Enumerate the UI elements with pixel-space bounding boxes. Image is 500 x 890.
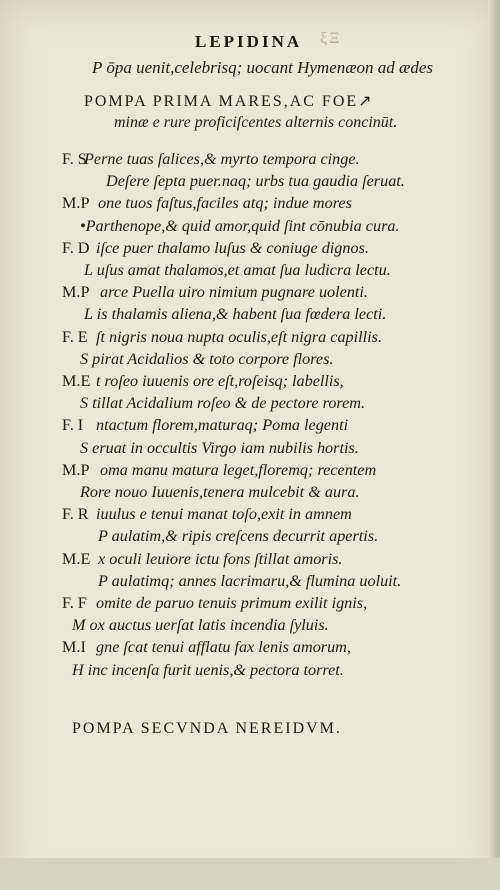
verse-text: arce Puella uiro nimium pugnare uolenti. — [100, 283, 368, 302]
verse-text: L is thalamis aliena,& habent ſua fœdera lecti. — [84, 305, 387, 324]
verse-line — [0, 350, 500, 372]
speaker-label: F. F — [62, 594, 87, 612]
verse-text: M ox auctus uerſat latis incendia ſyluis. — [72, 616, 329, 635]
verse-text: Rore nouo Iuuenis,tenera mulcebit & aura. — [80, 483, 360, 501]
page-bottom-margin — [0, 858, 500, 890]
verse-text: Deſere ſepta puer.naq; urbs tua gaudia ſeruat. — [106, 172, 405, 191]
verse-text: t roſeo iuuenis ore eſt,roſeisq; labellis, — [96, 372, 344, 390]
speaker-label: F. D — [62, 238, 90, 257]
verse-line — [0, 594, 500, 616]
verse-text: S pirat Acidalios & toto corpore flores. — [80, 349, 334, 368]
speaker-label: M.P — [62, 460, 90, 479]
verse-text: iſce puer thalamo luſus & coniuge dignos. — [96, 238, 369, 257]
verse-text: ſt nigris noua nupta oculis,eſt nigra capillis. — [96, 327, 382, 346]
verse-text: omite de paruo tenuis primum exilit ignis, — [96, 594, 368, 612]
verse-line — [0, 194, 500, 216]
verse-text: •Parthenope,& quid amor,quid ſint cōnubia cura. — [80, 216, 400, 235]
verse-line — [0, 372, 500, 394]
verse-line — [0, 461, 500, 483]
speaker-label: M.I — [62, 638, 86, 657]
verse-line — [0, 616, 500, 638]
verse-line — [0, 572, 500, 594]
speaker-label: M.P — [62, 283, 90, 302]
verse-text: Perne tuas ſalices,& myrto tempora cinge. — [84, 150, 360, 168]
pompa-prima-subheading: minæ e rure proficiſcentes alternis concinūt. — [114, 114, 398, 131]
verse-text: P aulatim,& ripis creſcens decurrit apertis. — [98, 527, 379, 546]
verse-line — [0, 527, 500, 549]
speaker-label: F. E — [62, 327, 88, 346]
speaker-label: M.P — [62, 194, 90, 213]
speaker-label: F. I — [62, 416, 84, 435]
verse-line — [0, 328, 500, 350]
pompa-prima-heading: POMPA PRIMA MARES,AC FOE↗ — [84, 93, 374, 110]
verse-text: gne ſcat tenui afflatu fax lenis amorum, — [96, 638, 351, 657]
verse-text: P aulatimq; annes lacrimaru,& flumina uoluit. — [98, 571, 402, 590]
bleed-through-text: ξΞ — [320, 30, 342, 47]
verse-line — [0, 661, 500, 683]
verse-line — [0, 439, 500, 461]
pompa-secunda-heading: POMPA SECVNDA NEREIDVM. — [72, 720, 342, 737]
verse-line — [0, 416, 500, 438]
verse-text: S tillat Acidalium roſeo & de pectore rorem. — [80, 394, 366, 413]
intro-line: P ōpa uenit,celebrisq; uocant Hymenæon ad ædes — [92, 58, 434, 77]
verse-line — [0, 550, 500, 572]
verse-text: oma manu matura leget,floremq; recentem — [100, 460, 377, 479]
speaker-label: F. S — [62, 150, 87, 168]
verse-text: one tuos faſtus,faciles atq; indue mores — [98, 194, 352, 213]
verse-text: iuulus e tenui manat toſo,exit in amnem — [96, 505, 352, 524]
verse-line — [0, 283, 500, 305]
verse-text: x oculi leuiore ictu fons ſtillat amoris. — [98, 549, 343, 568]
verse-line — [0, 394, 500, 416]
speaker-label: F. R — [62, 505, 89, 524]
running-title: LEPIDINA — [195, 32, 303, 51]
verse-line — [0, 172, 500, 194]
speaker-label: M.E — [62, 549, 91, 568]
verse-line — [0, 483, 500, 505]
verse-line — [0, 150, 500, 172]
verse-text: S eruat in occultis Virgo iam nubilis hortis. — [80, 438, 359, 457]
verse-line — [0, 217, 500, 239]
verse-text: ntactum florem,maturaq; Poma legenti — [96, 416, 349, 435]
verse-line — [0, 638, 500, 660]
speaker-label: M.E — [62, 372, 91, 390]
verse-line — [0, 261, 500, 283]
verse-line — [0, 505, 500, 527]
verse-text: L uſus amat thalamos,et amat ſua ludicra lectu. — [84, 261, 391, 279]
verse-text: H inc incenſa furit uenis,& pectora torret. — [72, 660, 344, 679]
verse-line — [0, 239, 500, 261]
verse-line — [0, 305, 500, 327]
